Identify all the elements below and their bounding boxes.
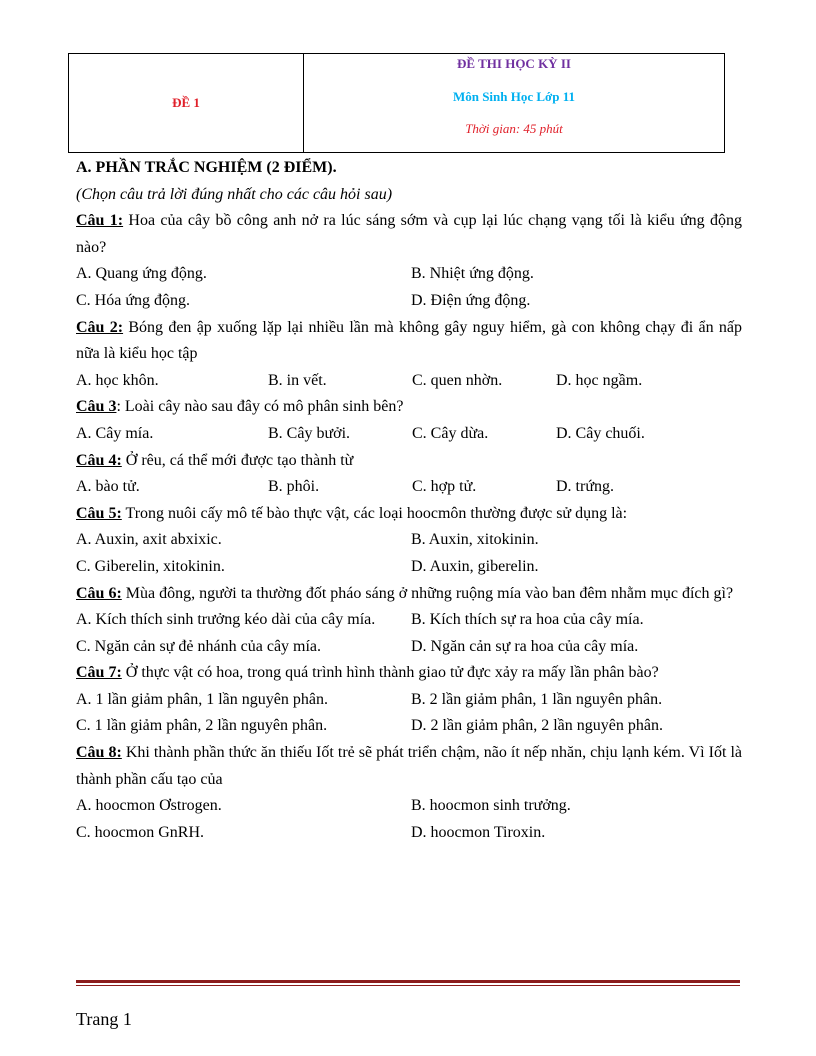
option-b: B. in vết.	[268, 371, 327, 389]
option-b: B. Kích thích sự ra hoa của cây mía.	[411, 611, 644, 629]
footer-divider	[76, 980, 740, 986]
question-text: : Loài cây nào sau đây có mô phân sinh bên?	[116, 398, 404, 416]
footer-rule-thin	[76, 985, 740, 986]
options-row	[76, 607, 742, 634]
question-label: Câu 3	[76, 398, 117, 416]
question-text: Khi thành phần thức ăn thiếu Iốt trẻ sẽ phát triển chậm, não ít nếp nhăn, chịu lạnh kém. Vì Iốt là thành phần cấu tạo của	[76, 744, 743, 788]
options-row	[76, 554, 742, 581]
question-label: Câu 2:	[76, 318, 124, 336]
question-text: Trong nuôi cấy mô tế bào thực vật, các loại hoocmôn thường được sử dụng là:	[121, 504, 628, 522]
question-text: Ở rêu, cá thể mới được tạo thành từ	[121, 451, 354, 469]
option-d: D. Điện ứng động.	[411, 291, 531, 309]
section-title: A. PHẦN TRẮC NGHIỆM (2 ĐIỂM).	[76, 159, 337, 176]
option-c: C. Cây dừa.	[412, 424, 489, 442]
options-row	[76, 527, 742, 554]
options-row	[76, 713, 742, 740]
question-label: Câu 5:	[76, 504, 122, 522]
question-label: Câu 1:	[76, 212, 124, 230]
options-row	[76, 820, 742, 847]
option-a: A. 1 lần giảm phân, 1 lần nguyên phân.	[76, 690, 328, 708]
option-b: B. Nhiệt ứng động.	[411, 265, 534, 283]
exam-header-table	[68, 53, 725, 153]
option-c: C. Hóa ứng động.	[76, 291, 190, 309]
footer-rule-thick	[76, 980, 740, 983]
option-c: C. quen nhờn.	[412, 371, 503, 389]
question-label: Câu 4:	[76, 451, 122, 469]
exam-code: ĐỀ 1	[172, 95, 200, 110]
question-2	[76, 315, 742, 368]
option-c: C. Giberelin, xitokinin.	[76, 557, 225, 575]
options-row	[76, 288, 742, 315]
option-a: A. hoocmon Ơstrogen.	[76, 797, 222, 815]
option-d: D. trứng.	[556, 478, 614, 496]
exam-duration: Thời gian: 45 phút	[465, 121, 563, 136]
option-d: D. 2 lần giảm phân, 2 lần nguyên phân.	[411, 717, 663, 735]
option-c: C. hoocmon GnRH.	[76, 823, 204, 841]
option-d: D. Ngăn cản sự ra hoa của cây mía.	[411, 637, 639, 655]
exam-content	[76, 155, 742, 846]
question-8	[76, 740, 742, 793]
question-3	[76, 394, 742, 421]
option-a: A. Auxin, axit abxixic.	[76, 531, 222, 549]
question-text: Hoa của cây bồ công anh nở ra lúc sáng sớm và cụp lại lúc chạng vạng tối là kiểu ứng động nào?	[76, 212, 743, 256]
option-a: A. Kích thích sinh trưởng kéo dài của cây mía.	[76, 611, 376, 629]
question-text: Bóng đen ập xuống lặp lại nhiều lần mà không gây nguy hiểm, gà con không chạy đi ẩn nấp nữa là kiểu học tập	[76, 318, 743, 363]
question-6	[76, 581, 742, 608]
question-7	[76, 660, 742, 687]
options-row	[76, 421, 742, 448]
option-a: A. học khôn.	[76, 371, 159, 389]
option-d: D. Cây chuối.	[556, 424, 645, 442]
question-label: Câu 8:	[76, 744, 122, 762]
option-b: B. 2 lần giảm phân, 1 lần nguyên phân.	[411, 690, 663, 708]
exam-subject: Môn Sinh Học Lớp 11	[452, 89, 576, 104]
exam-code-cell	[69, 54, 304, 152]
options-row	[76, 634, 742, 661]
options-row	[76, 261, 742, 288]
exam-info-cell	[304, 54, 724, 152]
option-a: A. Quang ứng động.	[76, 265, 207, 283]
option-d: D. Auxin, giberelin.	[411, 557, 539, 575]
option-b: B. Cây bưởi.	[268, 424, 351, 442]
option-a: A. Cây mía.	[76, 424, 154, 442]
option-d: D. hoocmon Tiroxin.	[411, 823, 546, 841]
option-c: C. 1 lần giảm phân, 2 lần nguyên phân.	[76, 717, 328, 735]
question-text: Mùa đông, người ta thường đốt pháo sáng ở những ruộng mía vào ban đêm nhằm mục đích gì?	[121, 584, 734, 602]
option-b: B. hoocmon sinh trưởng.	[411, 797, 571, 815]
options-row	[76, 793, 742, 820]
option-c: C. Ngăn cản sự đẻ nhánh của cây mía.	[76, 637, 322, 655]
exam-title: ĐỀ THI HỌC KỲ II	[457, 56, 571, 71]
question-5	[76, 501, 742, 528]
options-row	[76, 687, 742, 714]
question-1	[76, 208, 742, 261]
option-a: A. bào tử.	[76, 478, 140, 496]
option-b: B. phôi.	[268, 478, 320, 496]
section-instruction: (Chọn câu trả lời đúng nhất cho các câu hỏi sau)	[76, 185, 393, 203]
option-b: B. Auxin, xitokinin.	[411, 531, 539, 549]
page-number: Trang 1	[76, 1009, 132, 1029]
option-c: C. hợp tử.	[412, 478, 477, 496]
question-label: Câu 6:	[76, 584, 122, 602]
question-text: Ở thực vật có hoa, trong quá trình hình thành giao tử đực xảy ra mấy lần phân bào?	[121, 664, 659, 682]
option-d: D. học ngầm.	[556, 371, 643, 389]
question-4	[76, 448, 742, 475]
question-label: Câu 7:	[76, 664, 122, 682]
options-row	[76, 368, 742, 395]
options-row	[76, 474, 742, 501]
